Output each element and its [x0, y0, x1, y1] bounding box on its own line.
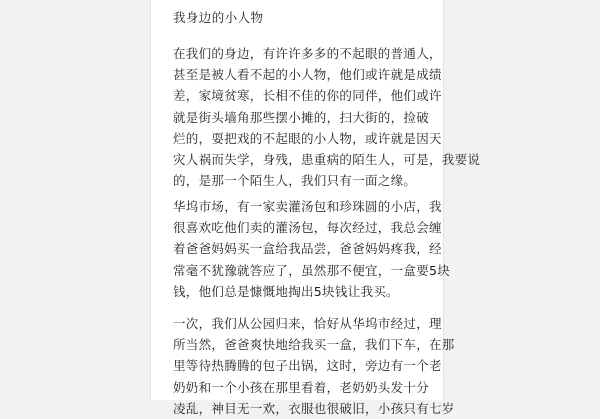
document-title: 我身边的小人物 [173, 10, 264, 25]
text-line: 就是街头墙角那些摆小摊的，扫大街的，捡破 [173, 109, 430, 125]
text-line: 很喜欢吃他们卖的灌汤包，每次经过，我总会缠 [173, 220, 442, 236]
paragraph-3 [173, 313, 455, 419]
paragraph-2 [173, 196, 450, 302]
text-line: 的，是那一个陌生人，我们只有一面之缘。 [173, 173, 417, 189]
text-line: 差，家境贫寒，长相不佳的你的同伴，他们或许 [173, 88, 442, 104]
text-line: 甚至是被人看不起的小人物，他们或许就是成绩 [173, 67, 442, 83]
document-page [150, 0, 481, 416]
text-line: 凌乱，神目无一欢，衣服也很破旧，小孩只有七岁 [173, 400, 455, 416]
text-line: 奶奶和一个小孩在那里看着，老奶奶头发十分 [173, 379, 430, 395]
text-line: 着爸爸妈妈买一盒给我品尝，爸爸妈妈疼我，经 [173, 241, 442, 257]
text-line: 烂的，耍把戏的不起眼的小人物，或许就是因天 [173, 130, 442, 146]
text-line: 在我们的身边，有许许多多的不起眼的普通人， [173, 46, 442, 61]
text-line: 一次，我们从公园归来，恰好从华坞市经过，理 [173, 316, 442, 331]
text-line: 常毫不犹豫就答应了，虽然那不便宜，一盒要5块 [173, 262, 451, 278]
paragraph-1 [173, 43, 480, 191]
text-line: 钱，他们总是慷慨地掏出5块钱让我买。 [173, 283, 399, 299]
text-line: 所当然，爸爸爽快地给我买一盒，我们下车，在那 [173, 337, 455, 353]
text-line: 里等待热腾腾的包子出锅，这时，旁边有一个老 [173, 358, 442, 374]
text-line: 灾人祸而失学，身残，患重病的陌生人，可是，我要说 [173, 151, 481, 167]
text-line: 华坞市场，有一家卖灌汤包和珍珠圆的小店，我 [173, 199, 442, 214]
